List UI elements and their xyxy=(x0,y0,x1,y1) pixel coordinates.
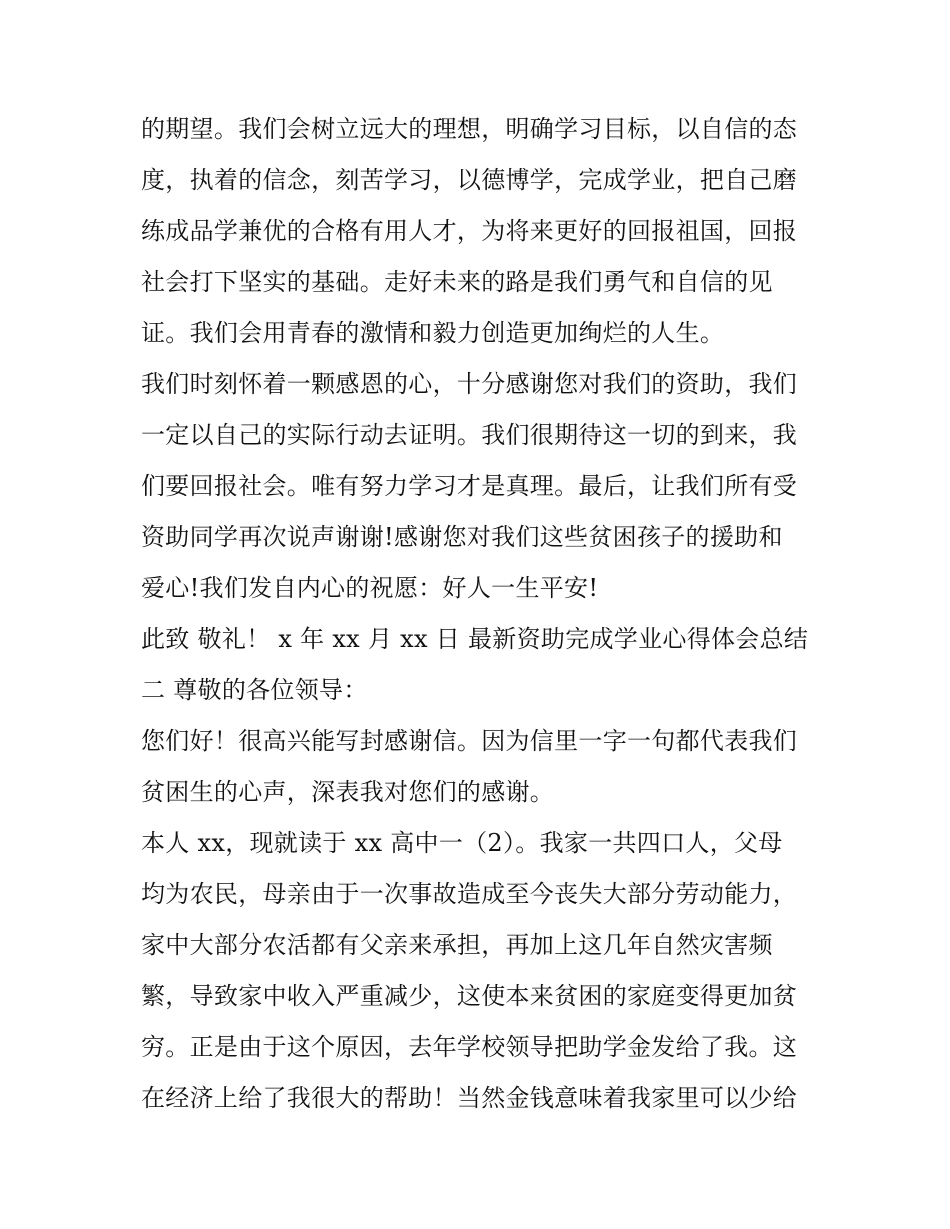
text-line: 家中大部分农活都有父亲来承担，再加上这几年自然灾害频 xyxy=(141,931,773,959)
text-line: 贫困生的心声，深表我对您们的感谢。 xyxy=(141,778,555,806)
text-line: 的期望。我们会树立远大的理想，明确学习目标，以自信的态 xyxy=(141,115,798,143)
text-line: 爱心!我们发自内心的祝愿：好人一生平安! xyxy=(141,574,599,602)
text-line: 度，执着的信念，刻苦学习，以德博学，完成学业，把自己磨 xyxy=(141,166,798,194)
text-line: 在经济上给了我很大的帮助！当然金钱意味着我家里可以少给 xyxy=(141,1084,798,1112)
text-line: 您们好！很高兴能写封感谢信。因为信里一字一句都代表我们 xyxy=(141,727,798,755)
text-line: 们要回报社会。唯有努力学习才是真理。最后，让我们所有受 xyxy=(141,472,798,500)
text-line: 练成品学兼优的合格有用人才，为将来更好的回报祖国，回报 xyxy=(141,217,798,245)
text-line: 穷。正是由于这个原因，去年学校领导把助学金发给了我。这 xyxy=(141,1033,798,1061)
text-line: 本人 xx，现就读于 xx 高中一（2）。我家一共四口人，父母 xyxy=(141,829,783,857)
text-line: 我们时刻怀着一颗感恩的心，十分感谢您对我们的资助，我们 xyxy=(141,370,798,398)
text-line: 资助同学再次说声谢谢!感谢您对我们这些贫困孩子的援助和 xyxy=(141,523,783,551)
document-body xyxy=(141,104,821,1124)
text-line: 社会打下坚实的基础。走好未来的路是我们勇气和自信的见 xyxy=(141,268,773,296)
text-line: 证。我们会用青春的激情和毅力创造更加绚烂的人生。 xyxy=(141,319,725,347)
text-line: 此致 敬礼！ x 年 xx 月 xx 日 最新资助完成学业心得体会总结 xyxy=(141,625,809,653)
text-line: 二 尊敬的各位领导： xyxy=(141,676,368,704)
text-line: 繁，导致家中收入严重减少，这使本来贫困的家庭变得更加贫 xyxy=(141,982,798,1010)
text-line: 均为农民，母亲由于一次事故造成至今丧失大部分劳动能力， xyxy=(141,880,798,908)
text-line: 一定以自己的实际行动去证明。我们很期待这一切的到来，我 xyxy=(141,421,798,449)
